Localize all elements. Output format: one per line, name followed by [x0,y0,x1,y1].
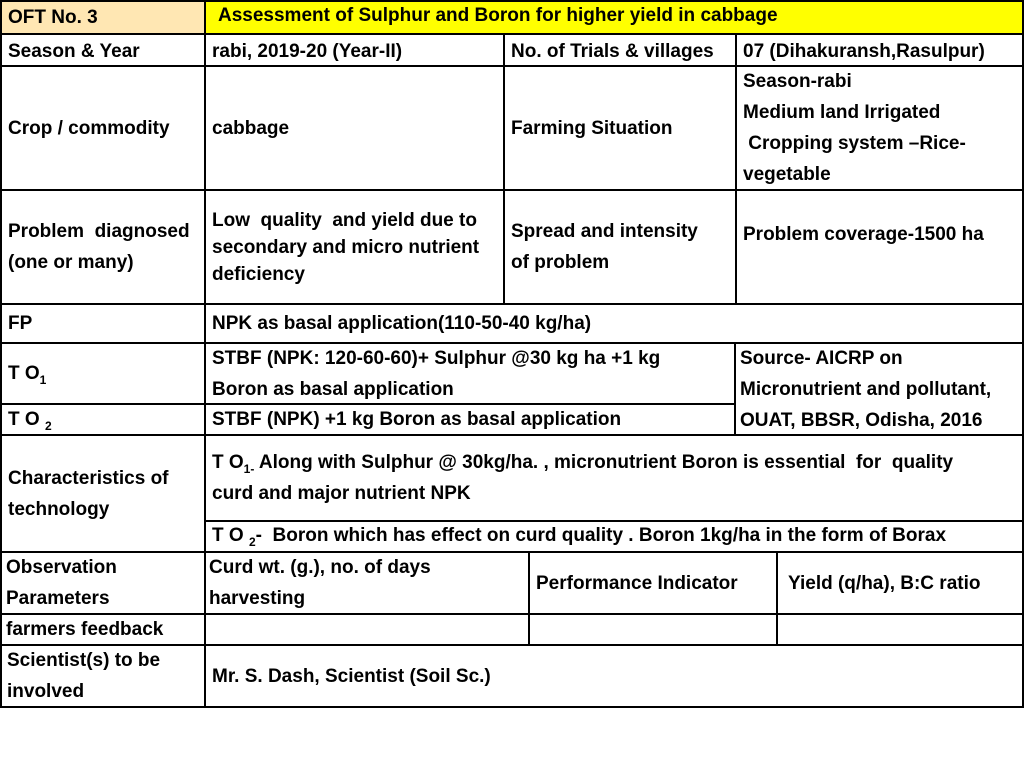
observation-label-line: Parameters [6,588,110,609]
crop-value [206,67,503,189]
table-border [0,434,1024,436]
table-border [0,65,1024,67]
characteristics-to1 [206,436,1022,520]
oft-number-text: OFT No. 3 [8,7,98,28]
season-label [2,36,204,66]
source-cell [736,344,1022,434]
trials-value-text: 07 (Dihakuransh,Rasulpur) [743,40,985,62]
to1-value [206,344,734,403]
table-border [0,303,1024,305]
observation-value [206,553,528,613]
crop-value-text: cabbage [212,117,290,139]
scientist-label-line: involved [7,681,85,702]
trials-value [737,36,1022,66]
to2-value-text: STBF (NPK) +1 kg Boron as basal application [212,408,622,430]
table-border [0,0,1024,2]
problem-label [2,191,204,303]
characteristics-to2 [206,522,1022,551]
characteristics-label-line: technology [8,498,110,520]
table-border [0,613,1024,615]
situation-line: vegetable [743,164,831,185]
season-value [206,36,503,66]
fp-label-text: FP [8,313,33,334]
scientist-value-text: Mr. S. Dash, Scientist (Soil Sc.) [212,665,491,687]
source-line: OUAT, BBSR, Odisha, 2016 [740,409,983,431]
season-label-text: Season & Year [8,40,140,62]
problem-value-line: deficiency [212,263,305,285]
situation-line: Cropping system –Rice- [743,133,966,154]
crop-label [2,67,204,189]
table-border [204,520,1024,522]
situation-line: Season-rabi [743,71,852,92]
farming-situation-label [505,67,735,189]
table-border [0,33,1024,35]
table-border [735,33,737,305]
characteristics-label-line: Characteristics of [8,467,169,489]
table-border [776,551,778,646]
oft-number [2,2,204,33]
performance-indicator-value [778,553,1022,613]
table-border [503,33,505,305]
farming-situation-value [737,67,1022,189]
to1-label-text: T $O_1$ [8,363,47,387]
scientist-label-line: Scientist(s) to be [7,650,161,671]
observation-label-line: Observation [6,557,117,578]
to2-value [206,405,734,434]
table-border [204,0,206,708]
problem-value [206,191,503,303]
crop-label-text: Crop / commodity [8,117,170,139]
spread-label-line: of problem [511,252,610,273]
table-border [0,0,2,708]
scientist-value [206,646,1022,706]
farmers-feedback-text: farmers feedback [6,619,164,640]
table-border [0,551,1024,553]
table-border [734,342,736,436]
source-line: Micronutrient and pollutant, [740,378,992,400]
to1-value-line: STBF (NPK: 120-60-60)+ Sulphur @30 kg ha +1 kg [212,347,661,369]
problem-value-line: Low quality and yield due to [212,209,477,231]
characteristics-to2-line: T O $_2$- Boron which has effect on curd quality . Boron 1kg/ha in the form of Borax [212,525,947,549]
season-value-text: rabi, 2019-20 (Year-II) [212,40,403,62]
problem-label-line: Problem diagnosed [8,221,190,242]
scientist-label [2,646,204,706]
trials-label-text: No. of Trials & villages [511,40,714,62]
situation-line: Medium land Irrigated [743,102,941,123]
table-border [0,342,1024,344]
farmers-feedback-label [2,615,204,644]
to2-label-text: T O $_2$ [8,409,52,433]
problem-coverage-text: Problem coverage-1500 ha [743,224,984,245]
oft-title-text: Assessment of Sulphur and Boron for higher yield in cabbage [218,5,778,26]
observation-value-line: Curd wt. (g.), no. of days [209,557,431,578]
table-border [0,189,1024,191]
table-border [0,644,1024,646]
problem-coverage [737,191,1022,303]
problem-label-line: (one or many) [8,252,134,273]
to1-label [2,344,204,403]
source-line: Source- AICRP on [740,347,903,369]
spread-label [505,191,735,303]
farming-situation-label-text: Farming Situation [511,117,673,139]
trials-label [505,36,735,66]
oft-title [206,2,1022,33]
observation-label [2,553,204,613]
observation-value-line: harvesting [209,588,306,609]
fp-value-text: NPK as basal application(110-50-40 kg/ha) [212,313,592,334]
characteristics-to1-line: T $O_{1-}$ Along with Sulphur @ 30kg/ha. , micronutrient Boron is essential for quality [212,452,954,476]
fp-value [206,305,1022,342]
characteristics-label [2,436,204,551]
problem-value-line: secondary and micro nutrient [212,236,480,258]
to1-value-line: Boron as basal application [212,378,454,400]
spread-label-line: Spread and intensity [511,221,698,242]
characteristics-to1-line: curd and major nutrient NPK [212,483,471,504]
to2-label [2,405,204,434]
fp-label [2,305,204,342]
performance-indicator-label [530,553,776,613]
table-border [0,706,1024,708]
performance-indicator-value-text: Yield (q/ha), B:C ratio [788,572,981,594]
table-border [0,403,736,405]
table-border [528,551,530,646]
performance-indicator-text: Performance Indicator [536,572,738,594]
